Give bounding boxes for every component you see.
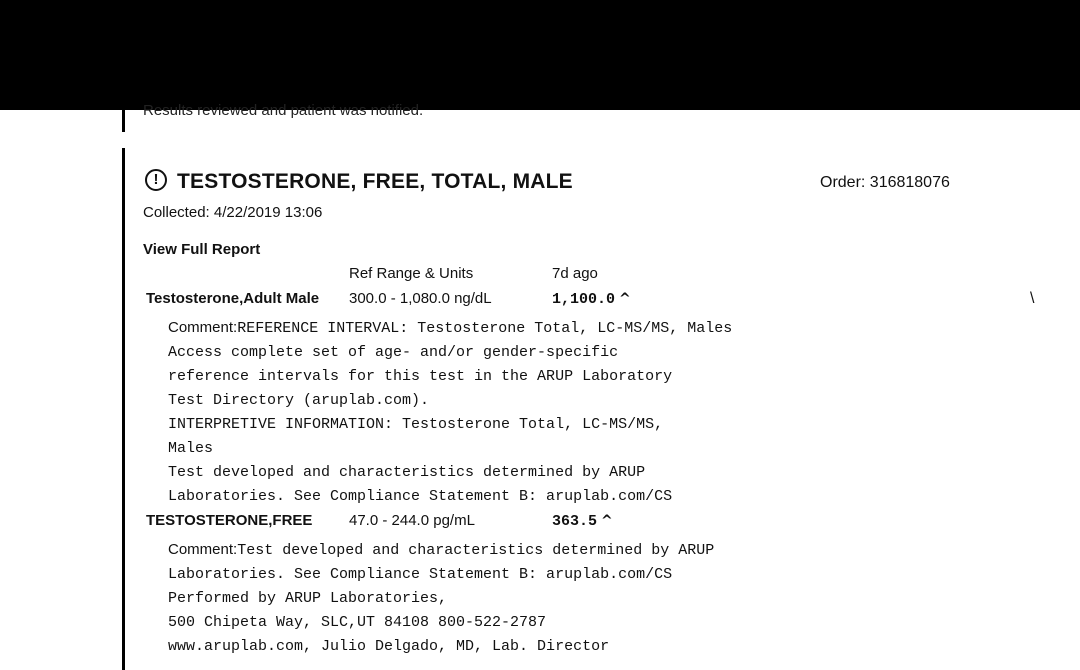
high-flag-icon: ^ [619,291,631,307]
comment-line: 500 Chipeta Way, SLC,UT 84108 800-522-2787 [168,614,547,631]
scan-mark: \ [1030,290,1035,307]
comment-label: Comment: [168,319,238,336]
comment-line: Access complete set of age- and/or gender-specific [168,344,619,361]
comment-line: reference intervals for this test in the ARUP Laboratory [168,368,673,385]
result-ref-range: 300.0 - 1,080.0 ng/dL [349,290,492,307]
comment-line: REFERENCE INTERVAL: Testosterone Total, LC-MS/MS, Males [237,320,733,337]
comment-line: Males [168,440,214,457]
left-border [122,110,125,132]
comment-line: www.aruplab.com, Julio Delgado, MD, Lab. Director [168,638,610,655]
partial-note: Results reviewed and patient was notified. [143,102,424,119]
result-value-cell [552,290,631,308]
panel-header [143,166,1003,198]
result-name: Testosterone,Adult Male [146,290,320,307]
alert-circle-icon: ! [145,169,167,191]
comment-line: Laboratories. See Compliance Statement B: aruplab.com/CS [168,566,673,583]
comment-line: Test developed and characteristics determined by ARUP [168,464,646,481]
panel-title: TESTOSTERONE, FREE, TOTAL, MALE [177,170,573,193]
column-header-7d-ago: 7d ago [552,265,598,282]
collected-date: Collected: 4/22/2019 13:06 [143,204,323,221]
result-ref-range: 47.0 - 244.0 pg/mL [349,512,475,529]
comment-label: Comment: [168,541,238,558]
result-value: 1,100.0 [552,291,616,308]
result-comment [168,316,732,509]
comment-line: INTERPRETIVE INFORMATION: Testosterone Total, LC-MS/MS, [168,416,664,433]
comment-line: Test Directory (aruplab.com). [168,392,430,409]
high-flag-icon: ^ [601,513,613,529]
comment-line: Test developed and characteristics determined by ARUP [237,542,715,559]
result-value-cell [552,512,613,530]
lab-panel [143,166,1003,655]
comment-line: Performed by ARUP Laboratories, [168,590,448,607]
comment-line: Laboratories. See Compliance Statement B: aruplab.com/CS [168,488,673,505]
column-header-ref-range: Ref Range & Units [349,265,474,282]
order-number: Order: 316818076 [820,174,950,191]
redaction-bar [0,0,1080,110]
view-full-report-link[interactable]: View Full Report [143,241,261,258]
result-name: TESTOSTERONE,FREE [146,512,313,529]
result-comment [168,538,714,659]
result-value: 363.5 [552,513,598,530]
left-border [122,148,125,670]
